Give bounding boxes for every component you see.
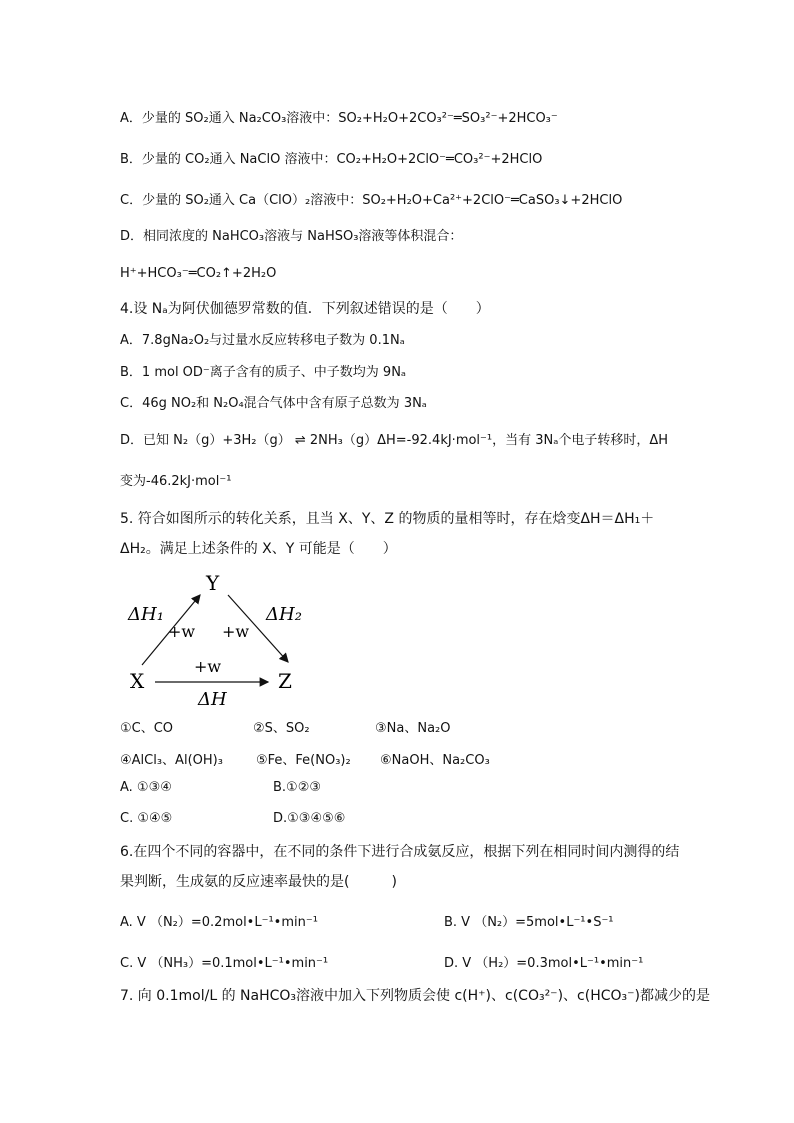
q6-option-c: C. V （NH₃）=0.1mol•L⁻¹•min⁻¹ (120, 956, 329, 971)
question-7: 7. 向 0.1mol/L 的 NaHCO₃溶液中加入下列物质会使 c(H⁺)、c(CO₃²⁻)、c(HCO₃⁻)都减少的是 (120, 988, 710, 1004)
label-dh: ΔH (198, 689, 227, 710)
node-y: Y (206, 571, 220, 595)
line-optB: B．少量的 CO₂通入 NaClO 溶液中：CO₂+H₂O+2ClO⁻═CO₃²⁻+2HClO (120, 152, 543, 167)
line-optA: A．少量的 SO₂通入 Na₂CO₃溶液中：SO₂+H₂O+2CO₃²⁻═SO₃²⁻+2HCO₃⁻ (120, 111, 558, 126)
q6-option-a: A. V （N₂）=0.2mol•L⁻¹•min⁻¹ (120, 915, 318, 930)
q5-option-c: C. ①④⑤ (120, 811, 173, 826)
q4-option-d: D．已知 N₂（g）+3H₂（g） ⇌ 2NH₃（g）ΔH=-92.4kJ·mol⁻¹，当有 3Nₐ个电子转移时，ΔH (120, 433, 669, 448)
q5-item-3: ③Na、Na₂O (375, 721, 451, 736)
q5-option-a: A. ①③④ (120, 780, 172, 795)
q5-option-d: D.①③④⑤⑥ (273, 811, 346, 826)
q4-option-d-cont: 变为-46.2kJ·mol⁻¹ (120, 474, 232, 489)
q6-option-d: D. V （H₂）=0.3mol•L⁻¹•min⁻¹ (444, 956, 644, 971)
line-optD2: H⁺+HCO₃⁻═CO₂↑+2H₂O (120, 266, 277, 281)
q5-option-b: B.①②③ (273, 780, 322, 795)
question-6: 6.在四个不同的容器中，在不同的条件下进行合成氨反应，根据下列在相同时间内测得的结 (120, 844, 680, 860)
q4-option-b: B．1 mol OD⁻离子含有的质子、中子数均为 9Nₐ (120, 365, 407, 380)
q5-item-1: ①C、CO (120, 721, 174, 736)
question-4: 4.设 Nₐ为阿伏伽德罗常数的值．下列叙述错误的是（ ） (120, 301, 490, 317)
question-5-cont: ΔH₂。满足上述条件的 X、Y 可能是（ ） (120, 541, 397, 557)
node-z: Z (278, 669, 292, 693)
question-6-cont: 果判断，生成氨的反应速率最快的是( ) (120, 874, 397, 890)
question-5: 5. 符合如图所示的转化关系，且当 X、Y、Z 的物质的量相等时，存在焓变ΔH＝ΔH₁＋ (120, 511, 655, 527)
label-dh2: ΔH₂ (266, 604, 302, 625)
node-x: X (130, 669, 145, 693)
q6-option-b: B. V （N₂）=5mol•L⁻¹•S⁻¹ (444, 915, 614, 930)
q5-item-6: ⑥NaOH、Na₂CO₃ (380, 753, 490, 768)
conversion-diagram (120, 570, 320, 710)
label-dh1: ΔH₁ (128, 604, 164, 625)
label-w-left: +w (168, 622, 196, 641)
q5-item-4: ④AlCl₃、Al(OH)₃ (120, 753, 223, 768)
q4-option-a: A．7.8gNa₂O₂与过量水反应转移电子数为 0.1Nₐ (120, 333, 405, 348)
q5-item-2: ②S、SO₂ (253, 721, 310, 736)
q4-option-c: C．46g NO₂和 N₂O₄混合气体中含有原子总数为 3Nₐ (120, 396, 427, 411)
label-w-bottom: +w (194, 657, 222, 676)
line-optD: D．相同浓度的 NaHCO₃溶液与 NaHSO₃溶液等体积混合： (120, 229, 463, 244)
q5-item-5: ⑤Fe、Fe(NO₃)₂ (256, 753, 351, 768)
label-w-right: +w (222, 622, 250, 641)
line-optC: C．少量的 SO₂通入 Ca（ClO）₂溶液中：SO₂+H₂O+Ca²⁺+2ClO⁻═CaSO₃↓+2HClO (120, 193, 623, 208)
